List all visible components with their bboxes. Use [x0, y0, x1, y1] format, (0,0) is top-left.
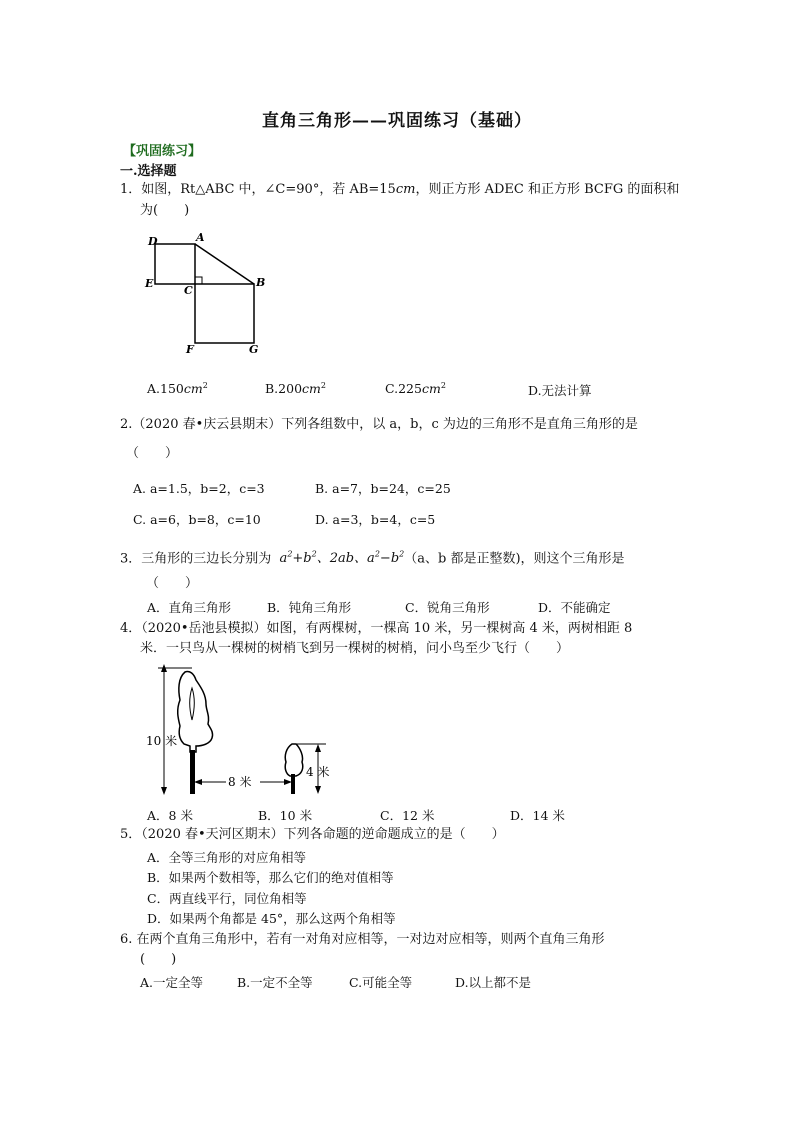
q6-stem-line2: ( )	[140, 952, 177, 967]
arrow-head-left	[194, 779, 202, 785]
q1-figure-squares	[140, 228, 280, 358]
q4-figure-trees	[140, 660, 340, 800]
label-b: B	[256, 276, 266, 289]
label-e: E	[145, 277, 154, 290]
short-tree-trunk	[291, 774, 295, 794]
q1-option-a-sup: 2	[202, 381, 208, 390]
q3-stem-post: （a、b 都是正整数)，则这个三角形是	[404, 551, 625, 567]
q1-unit: cm	[395, 182, 416, 197]
section-heading: 【巩固练习】	[123, 144, 202, 159]
q1-option-c-text: C.225	[385, 381, 422, 397]
q4-option-d[interactable]: D．14 米	[510, 808, 565, 823]
q6-option-a[interactable]: A.一定全等	[140, 975, 204, 990]
q1-stem-line2: 为( )	[140, 203, 190, 218]
label-8m: 8 米	[228, 775, 252, 789]
q3-stem-line1	[120, 545, 625, 569]
page-title: 直角三角形——巩固练习（基础）	[262, 111, 532, 131]
q1-stem-text-b: ，则正方形 ADEC 和正方形 BCFG 的面积和	[415, 182, 680, 197]
q6-option-b[interactable]: B.一定不全等	[237, 975, 313, 990]
q5-stem-line1: 5．（2020 春•天河区期末）下列各命题的逆命题成立的是（ ）	[120, 827, 505, 842]
q6-option-c[interactable]: C.可能全等	[349, 975, 413, 990]
hypotenuse-ab	[195, 244, 254, 284]
q1-option-d[interactable]	[528, 381, 592, 399]
label-4m: 4 米	[306, 765, 330, 779]
q4-option-a[interactable]: A．8 米	[147, 808, 193, 823]
label-a: A	[196, 231, 205, 244]
q4-stem-line1: 4．（2020•岳池县模拟）如图，有两棵树，一棵高 10 米，另一棵树高 4 米，两树相距 8	[120, 621, 633, 636]
q1-option-b-text: B.200	[265, 381, 303, 397]
label-10m: 10 米	[146, 734, 178, 748]
q4-option-c[interactable]: C．12 米	[380, 808, 435, 823]
q2-option-b[interactable]: B. a=7，b=24，c=25	[315, 481, 451, 496]
right-angle-mark	[195, 277, 202, 284]
q3-option-a[interactable]: A．直角三角形	[147, 600, 232, 615]
label-f: F	[186, 343, 194, 356]
q6-option-d[interactable]: D.以上都不是	[455, 975, 532, 990]
square-adec	[155, 244, 195, 284]
q3-formula: $a^2+b^2$、2ab、$a^2-b^2$	[275, 550, 405, 567]
q5-option-c[interactable]: C．两直线平行，同位角相等	[147, 891, 307, 906]
square-bcfg	[195, 284, 254, 343]
q2-option-c[interactable]: C. a=6，b=8，c=10	[133, 512, 261, 527]
label-d: D	[148, 235, 158, 248]
part-heading: 一.选择题	[120, 164, 177, 179]
q1-option-b-unit: cm	[302, 381, 321, 397]
q2-stem-line2: （ ）	[126, 446, 179, 461]
q1-stem-text: 1．如图，Rt△ABC 中，∠C=90°，若 AB=15	[120, 182, 396, 197]
q2-stem-line1: 2.（2020 春•庆云县期末）下列各组数中，以 a，b，c 为边的三角形不是直角三角形的是	[120, 417, 638, 432]
label-g: G	[249, 343, 259, 356]
q5-option-d[interactable]: D．如果两个角都是 45°，那么这两个角相等	[147, 911, 396, 926]
q5-option-a[interactable]: A．全等三角形的对应角相等	[147, 850, 307, 865]
q3-option-b[interactable]: B．钝角三角形	[267, 600, 352, 615]
q6-stem-line1: 6. 在两个直角三角形中，若有一对角对应相等，一对边对应相等，则两个直角三角形	[120, 932, 605, 947]
q2-option-a[interactable]: A. a=1.5，b=2，c=3	[133, 481, 265, 496]
tall-tree-crown	[178, 671, 213, 752]
q1-option-a-text: A.150	[147, 381, 184, 397]
q1-option-a[interactable]	[147, 381, 208, 396]
q1-option-d-text: D.无法计算	[528, 383, 592, 398]
q3-stem-pre: 3．三角形的三边长分别为	[120, 551, 272, 567]
q1-option-c-sup: 2	[440, 381, 446, 390]
arrow-head-right	[284, 779, 292, 785]
q1-option-b-sup: 2	[320, 381, 326, 390]
q1-option-a-unit: cm	[183, 381, 203, 397]
short-tree-crown	[285, 744, 303, 776]
q2-option-d[interactable]: D. a=3，b=4，c=5	[315, 512, 436, 527]
q5-option-b[interactable]: B．如果两个数相等，那么它们的绝对值相等	[147, 870, 394, 885]
arrow-head-bottom	[161, 787, 167, 795]
q3-option-c[interactable]: C．锐角三角形	[405, 600, 490, 615]
q3-stem-line2: （ ）	[146, 576, 199, 591]
q4-stem-line2: 米．一只鸟从一棵树的树梢飞到另一棵树的树梢，问小鸟至少飞行（ ）	[140, 641, 570, 656]
q1-option-b[interactable]	[265, 381, 326, 396]
q4-option-b[interactable]: B．10 米	[258, 808, 313, 823]
q1-stem-line1	[120, 180, 679, 200]
tall-tree-trunk	[190, 750, 195, 794]
q3-option-d[interactable]: D．不能确定	[538, 600, 611, 615]
arrow-head-4-bottom	[315, 786, 321, 794]
q1-option-c[interactable]	[385, 381, 446, 396]
arrow-head-4-top	[315, 744, 321, 752]
q1-option-c-unit: cm	[421, 381, 441, 397]
label-c: C	[184, 284, 193, 297]
